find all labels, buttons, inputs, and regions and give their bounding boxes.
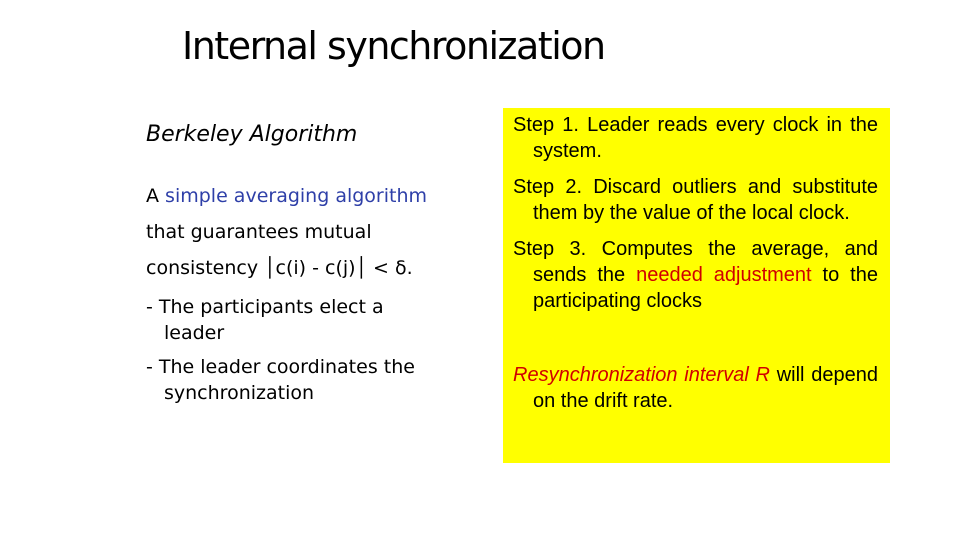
step-1-label: Step 1. xyxy=(513,114,579,136)
step-3-text-before: Computes the average, and sends the xyxy=(533,238,878,286)
step-2-text: Discard outliers and substitute them by the value of the local clock. xyxy=(533,176,878,224)
step-3-highlight: needed adjustment xyxy=(636,264,812,286)
resync-highlight: Resynchronization interval R xyxy=(513,364,770,386)
steps-box xyxy=(503,108,890,463)
step-1-text: Leader reads every clock in the system. xyxy=(533,114,878,162)
resync-note xyxy=(513,362,878,414)
intro-prefix: A xyxy=(146,185,166,207)
step-3-text-after: to the participating clocks xyxy=(533,264,878,312)
step-2-label: Step 2. xyxy=(513,176,583,198)
step-3-label: Step 3. xyxy=(513,238,587,260)
step-2 xyxy=(513,174,878,226)
intro-line xyxy=(146,178,446,214)
step-1 xyxy=(513,112,878,164)
left-column xyxy=(146,118,446,406)
resync-text: will depend on the drift rate. xyxy=(533,364,878,412)
algorithm-subtitle: Berkeley Algorithm xyxy=(146,122,358,147)
bullet-leader-coordinates: - The leader coordinates the synchronization xyxy=(146,356,415,404)
intro-highlight: simple averaging algorithm xyxy=(165,185,428,207)
consistency-line: consistency │c(i) - c(j)│ < δ. xyxy=(146,257,413,279)
bullet-elect-leader: - The participants elect a leader xyxy=(146,296,384,344)
spacer xyxy=(513,324,878,362)
step-3 xyxy=(513,236,878,314)
guarantee-line: that guarantees mutual xyxy=(146,221,372,243)
slide-title: Internal synchronization xyxy=(182,24,605,68)
